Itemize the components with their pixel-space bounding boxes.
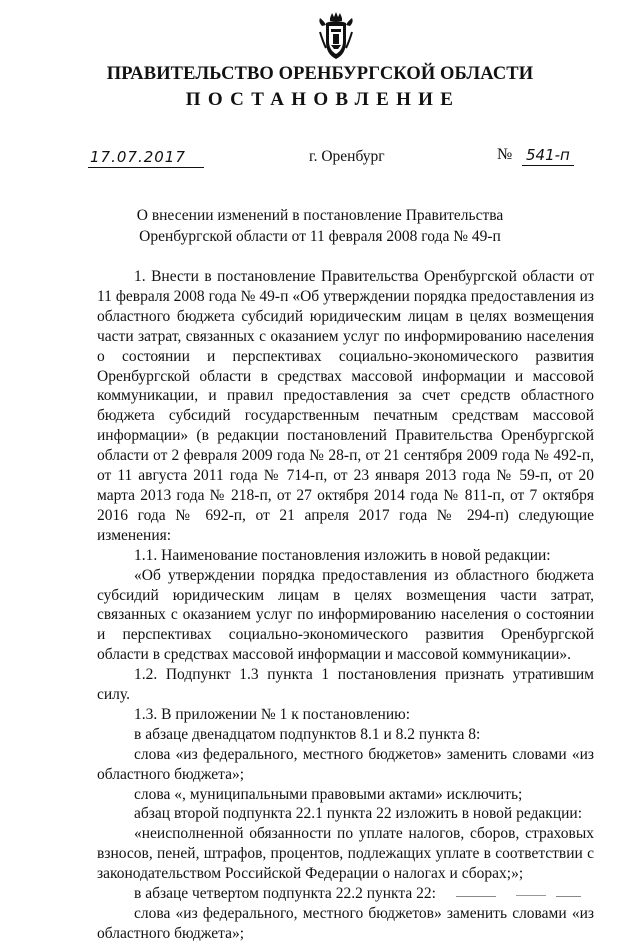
paragraph-1-2: 1.2. Подпункт 1.3 пункта 1 постановления признать утратившим силу. bbox=[97, 666, 594, 704]
document-subject bbox=[0, 206, 640, 247]
document-number-label: № bbox=[497, 146, 513, 163]
paragraph-1-3: 1.3. В приложении № 1 к постановлению: bbox=[134, 705, 411, 723]
paragraph-clause-22-1: абзац второй подпункта 22.1 пункта 22 изложить в новой редакции: bbox=[134, 805, 583, 823]
paragraph-replace-words-2: слова «из федерального, местного бюджетов» заменить словами «из областного бюджета»; bbox=[97, 905, 594, 942]
document-date: 17.07.2017 bbox=[88, 147, 204, 168]
subject-line-1: О внесении изменений в постановление Правительства bbox=[136, 207, 504, 224]
paragraph-clause-22-1-quote: «неисполненной обязанности по уплате налогов, сборов, страховых взносов, пеней, штрафов, процентов, подлежащих уплате в соответствии с законодательством Российской Федерации о налогах и сборах;»; bbox=[97, 825, 594, 883]
scan-artifact-marks bbox=[456, 894, 586, 900]
paragraph-1-1: 1.1. Наименование постановления изложить в новой редакции: bbox=[134, 546, 551, 564]
paragraph-clause-22-2: в абзаце четвертом подпункта 22.2 пункта 22: bbox=[134, 885, 436, 903]
document-city: г. Оренбург bbox=[309, 148, 385, 165]
paragraph-1: 1. Внести в постановление Правительства Оренбургской области от 11 февраля 2008 года № 49-п «Об утверждении порядка предоставления из областного бюджета субсидий юридическим лицам в целях возмещения части затрат, связанных с оказанием услуг по информированию населения о состоянии и перспективах социально-экономического развития Оренбургской области в средствах массовой информации и массовой коммуникации, и правил предоставления за счет средств областного бюджета субсидий государственным печатным средствам массовой информации» (в редакции постановлений Правительства Оренбургской области от 2 февраля 2009 года № 28-п, от 21 сентября 2009 года № 492-п, от 11 августа 2011 года № 714-п, от 23 января 2013 года № 59-п, от 20 марта 2013 года № 218-п, от 27 октября 2014 года № 811-п, от 7 октября 2016 года № 692-п, от 21 апреля 2017 года № 294-п) следующие изменения: bbox=[97, 268, 594, 544]
document-body bbox=[97, 267, 594, 944]
subject-line-2: Оренбургской области от 11 февраля 2008 года № 49-п bbox=[139, 227, 501, 245]
document-number: 541-п bbox=[522, 145, 574, 166]
orenburg-coat-of-arms-icon bbox=[316, 12, 356, 62]
organization-title: ПРАВИТЕЛЬСТВО ОРЕНБУРГСКОЙ ОБЛАСТИ bbox=[106, 64, 534, 84]
paragraph-replace-words-1: слова «из федерального, местного бюджетов» заменить словами «из областного бюджета»; bbox=[97, 745, 594, 783]
paragraph-exclude-words: слова «, муниципальными правовыми актами» исключить; bbox=[134, 785, 523, 803]
paragraph-1-1-quote: «Об утверждении порядка предоставления из областного бюджета субсидий юридическим лицам в целях возмещения части затрат, связанных с оказанием услуг по информированию населения о состоянии и перспективах социально-экономического развития Оренбургской области в средствах массовой информации и массовой коммуникации». bbox=[97, 566, 594, 664]
paragraph-clause-8: в абзаце двенадцатом подпунктов 8.1 и 8.2 пункта 8: bbox=[134, 725, 481, 743]
document-type: ПОСТАНОВЛЕНИЕ bbox=[185, 89, 461, 110]
